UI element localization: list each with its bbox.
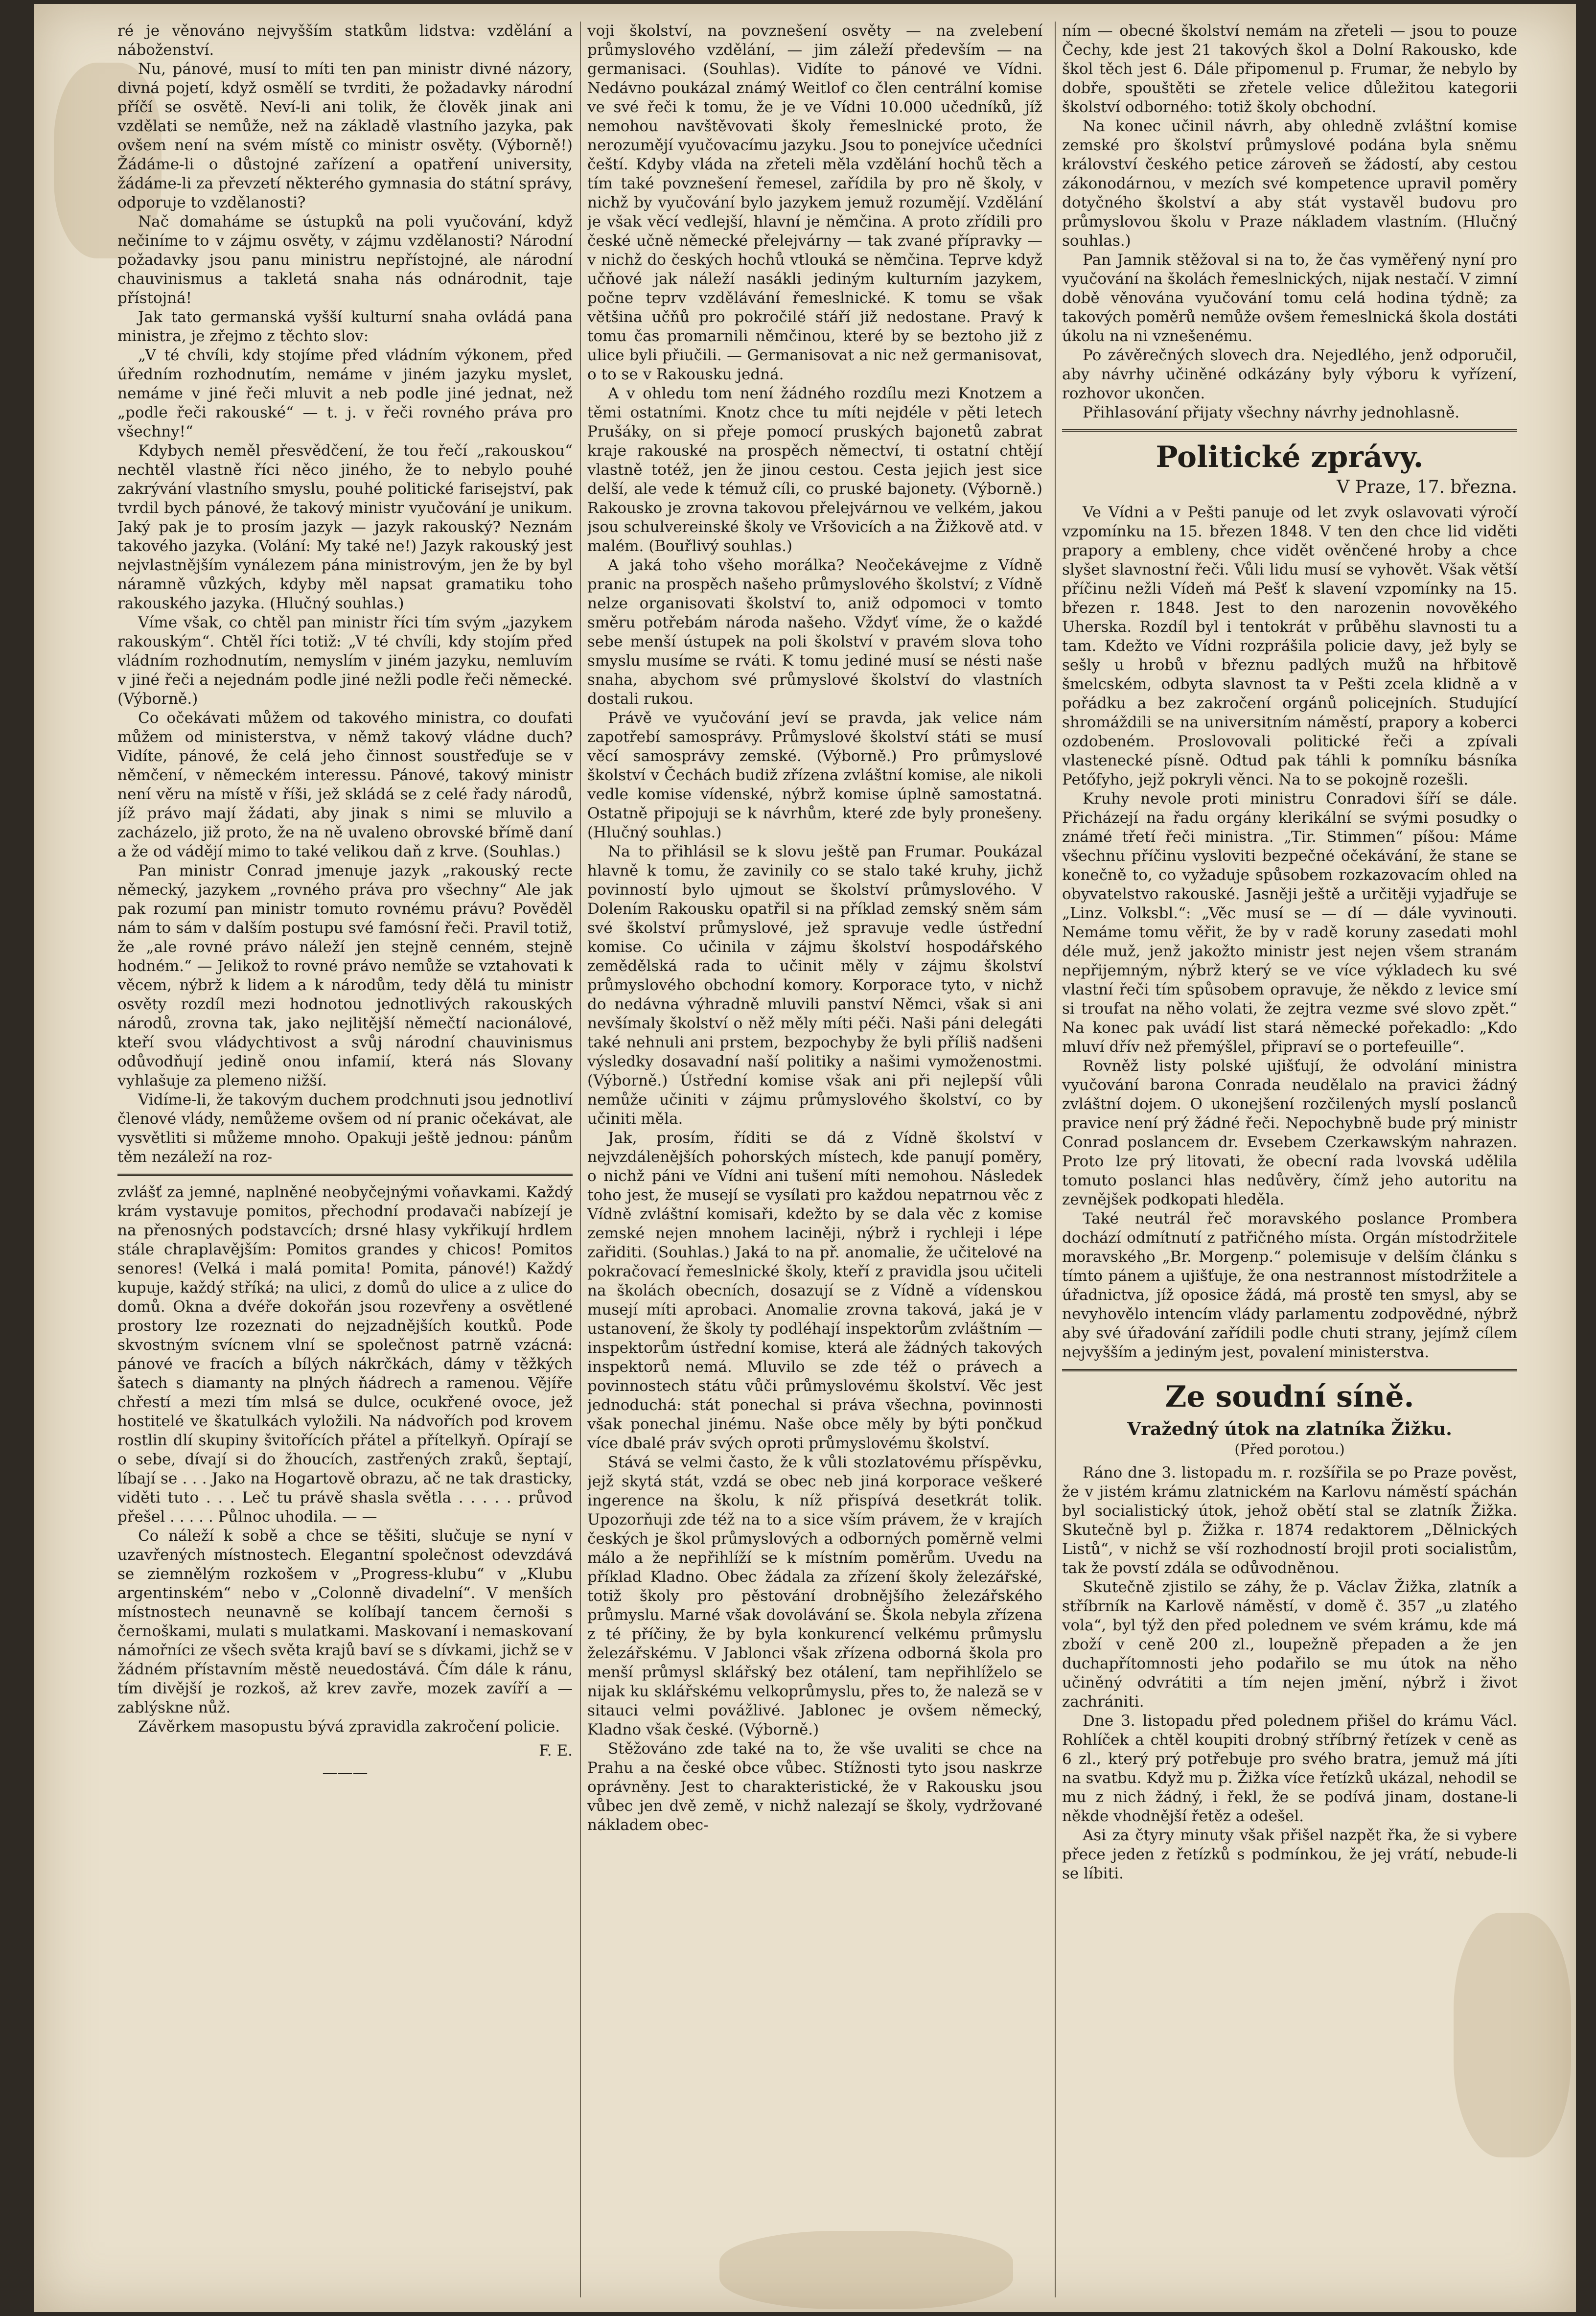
feuilleton-paragraph: zvlášť za jemné, naplněné neobyčejnými voňavkami. Každý krám vystavuje pomitos, přechodní prodavači nabízejí je na přenosných podstavcích; drsné hlasy vykřikují hrdlem stále chraplavějším: Pomitos grandes y chicos! Pomitos senores! (Velká i malá pomita! Pomita, pánové!) Každý kupuje, každý stříká; na ulici, z domů do ulice a z ulice do domů. Okna a dvéře dokořán jsou rozevřeny a osvětlené prostory lze rozeznati do nejzadnějších koutků. Pode skvostným svícnem vlní se společnost patrně vzácná: pánové ve fracích a bílých nákrčkách, dámy v těžkých šatech s diamanty na plných ňádrech a ramenou. Vějíře chřestí a mezi tím mlsá se dulce, ocukřené ovoce, jež hostitelé ve škatulkách vyložili. Na nádvořích pod krovem rostlin dlí skupiny švitořících přátel a přítelkyň. Opírají se o sebe, dívají si do žhoucích, zastřených zraků, šeptají, líbají se . . . Jako na Hogartově obrazu, ač ne tak drasticky, viděti tuto . . . Leč tu právě shasla světla . . . . . průvod přešel . . . . . Půlnoc uhodila. — — [117, 1183, 573, 1526]
paragraph: ním — obecné školství nemám na zřeteli — jsou to pouze Čechy, kde jest 21 takových škol a Dolní Rakousko, kde škol těch jest 6. Dále připomenul p. Frumar, že nebylo by dobře, spouštěti se zřetele velice důležitou kategorii školství odborného: totiž školy obchodní. [1062, 22, 1517, 116]
paragraph: Ráno dne 3. listopadu m. r. rozšířila se po Praze pověst, že v jistém krámu zlatnickém na Karlovu náměstí spáchán byl socialistický útok, jehož obětí stal se zlatník Žižka. Skutečně byl p. Žižka r. 1874 redaktorem „Dělnických Listů“, v nichž se vší rozhodností brojil proti socialistům, tak že povstí zdála se odůvodněnou. [1062, 1464, 1517, 1577]
paragraph: Kdybych neměl přesvědčení, že tou řečí „rakouskou“ nechtěl vlastně říci něco jiného, že to nebylo pouhé zakrývání vlastního smyslu, pouhé politické farisejství, pak tvrdil bych pánové, že takový ministr vyučování je unikum. Jaký pak je to prosím jazyk — jazyk rakouský? Neznám takového jazyka. (Volání: My také ne!) Jazyk rakouský jest nejvlastnějším vynálezem pána ministrovým, jen že by byl náramně vůzkých, kdyby měl napsat gramatiku toho rakouského jazyka. (Hlučný souhlas.) [117, 442, 573, 612]
column-3 [1062, 22, 1517, 2302]
paragraph: Přihlasování přijaty všechny návrhy jednohlasně. [1083, 404, 1460, 421]
feuilleton-divider [117, 1174, 573, 1176]
column-2 [587, 22, 1042, 2302]
paragraph: A v ohledu tom není žádného rozdílu mezi Knotzem a těmi ostatními. Knotz chce tu míti nejdéle v pěti letech Prušáky, on si přeje pomocí pruských bajonetů zabrat kraje rakouské na prospěch němectví, ti ostatní chtějí vlastně totéž, jen že jinou cestou. Cesta jejich jest sice delší, ale vede k témuž cíli, co pruské bajonety. (Výborně.) Rakousko je zrovna takovou přelejvárnou ve velkém, jakou jsou schulvereinské školy ve Vršovicích a na Žižkově atd. v malém. (Bouřlivý souhlas.) [587, 385, 1042, 555]
paragraph: Po závěrečných slovech dra. Nejedlého, jenž odporučil, aby návrhy učiněné odkázány byly výboru k vyřízení, rozhovor ukončen. [1062, 347, 1517, 402]
paragraph: Rovněž listy polské ujišťují, že odvolání ministra vyučování barona Conrada neudělalo na pravici žádný zvláštní dojem. O ukonejšení rozčilených myslí poslanců pravice není prý žádné řeči. Nepochybně bude prý ministr Conrad poslancem dr. Evsebem Czerkawským nahrazen. Proto lze prý litovati, že obecní rada lvovská udělila tomuto poslanci hlas nedůvěry, čímž jeho autoritu na zevnějšek podkopati hleděla. [1062, 1057, 1517, 1208]
paragraph: Vidíme-li, že takovým duchem prodchnuti jsou jednotliví členové vlády, nemůžeme ovšem od ní pranic očekávat, ale vysvětliti si můžeme mnoho. Opakuji ještě jednou: pánům těm nezáleží na roz- [117, 1091, 573, 1166]
author-signature: F. E. [539, 1742, 573, 1760]
feuilleton-paragraph: Co náleží k sobě a chce se těšiti, slučuje se nyní v uzavřených místnostech. Elegantní společnost odevzdává se ziemnělým rozkošem v „Progress-klubu“ v „Klubu argentinském“ nebo v „Colonně divadelní“. V menších místnostech neunavně se kolíbají tancem černoši s černoškami, mulati s mulatkami. Maskovaní i nemaskovaní námořníci ze všech světa krajů baví se s dívkami, jichž se v žádném přístavním městě neuedostává. Čím dále k ránu, tím divější je rozkoš, až krev zavře, mozek zavíří a — zablýskne nůž. [117, 1527, 573, 1716]
paragraph: Také neutrál řeč moravského poslance Prombera dochází odmítnutí z patřičného místa. Orgán místodržitele moravského „Br. Morgenp.“ polemisuje v delším článku s tímto pánem a ujišťuje, že ona nestrannost místodržitele a úřadnictva, jíž oposice žádá, má prostě ten smysl, aby se nevyhovělo intencím vlády parlamentu zodpovědné, nýbrž aby své úřadování zařídili podle chuti strany, jejímž cílem nejvyšším a jediným jest, povalení ministerstva. [1062, 1210, 1517, 1361]
paragraph: „V té chvíli, kdy stojíme před vládním výkonem, před úředním rozhodnutím, nemáme v jiném jazyku myslet, nemáme v jiné řeči mluvit a neb podle jiné jednat, než „podle řeči rakouské“ — t. j. v řeči rovného práva pro všechny!“ [117, 347, 573, 440]
paragraph: Kruhy nevole proti ministru Conradovi šíří se dále. Přicházejí na řadu orgány klerikální se svými posudky o známé třetí řeči ministra. „Tir. Stimmen“ píšou: Máme všechnu příčinu vysloviti bezpečné očekávání, že stane se konečně to, co vyžaduje spůsobem rozkazovacím ohled na obyvatelstvo rakouské. Jasněji ještě a určitěji vyjadřuje se „Linz. Volksbl.“: „Věc musí se — dí — dále vyvinouti. Nemáme tomu věřit, že by v radě koruny zasedati mohl déle muž, jenž jakožto ministr jest nejen všem stranám nepřijemným, nýbrž který se ve více výkladech ku své vlastní řeči tím spůsobem opravuje, že někdo z levice smí si troufat na něho volati, že zejtra vezme své slovo zpět.“ Na konec pak uvádí list stará německé pořekadlo: „Kdo mluví dřív než přemýšlel, připraví se o portefeuille“. [1062, 790, 1517, 1056]
article-subtitle: Vražedný útok na zlatníka Žižku. [1127, 1419, 1452, 1439]
paragraph: voji školství, na povznešení osvěty — na zvelebení průmyslového vzdělání, — jim záleží především — na germanisaci. (Souhlas). Vidíte to pánové ve Vídni. Nedávno poukázal známý Weitlof co člen centrální komise ve své řeči k tomu, že je ve Vídni 10.000 učedníků, jíž nemohou navštěvovati školy řemeslnické proto, že nerozumějí vyučovacímu jazyku. Jsou to ponejvíce učedníci čeští. Kdyby vláda na zřeteli měla vzdělání hochů těch a tím také povznešení řemesel, zařídila by pro ně školy, v nichž by vyučování bylo jazykem jemuž rozumějí. Vzdělání je však věcí vedlejší, hlavní je němčina. A proto zřídili pro české učně německé přelejvárny — tak zvané přípravky — v nichž do českých hochů vtlouká se němčina. Teprve když učňové jak náleží nasákli jediným kulturním jazykem, počne teprv vzdělávání řemeslnické. K tomu se však většina učňů pro pokročilé stáří již nedostane. Pravý k tomu čas promarnili němčinou, které by se beztoho již z ulice byli přiučili. — Germanisovat a nic než germanisovat, o to se v Rakousku jedná. [587, 22, 1042, 383]
paragraph: Na to přihlásil se k slovu ještě pan Frumar. Poukázal hlavně k tomu, že zavinily co se stalo také kruhy, jichž povinností bylo ujmout se školství průmyslového. V Dolením Rakousku opatřil si na příklad zemský sněm sám své školství průmyslové, jež spravuje vedle ústřední komise. Co učinila v zájmu školství hospodářského zemědělská rada to učinit měly v zájmu školství průmyslového obchodní komory. Korporace tyto, v nichž do nedávna výhradně mluvili panství Němci, však si ani nevšímaly školství o něž měly míti péči. Naši páni delegáti také nehnuli ani prstem, bezpochyby že byli příliš nadšeni výsledky dosavadní naší politiky a našimi vymoženostmi. (Výborně.) Ústřední komise však ani při nejlepší vůli nemůže učiniti v zájmu průmyslového školství, co by učiniti měla. [587, 843, 1042, 1128]
paragraph: Jak tato germanská vyšší kulturní snaha ovládá pana ministra, je zřejmo z těchto slov: [117, 308, 573, 345]
section-heading-politics: Politické zprávy. [1156, 440, 1424, 474]
paragraph: Stává se velmi často, že k vůli stozlatovému příspěvku, jejž skytá stát, vzdá se obec neb jiná korporace veškeré ingerence na školu, k níž přispívá desetkrát tolik. Upozorňuji zde též na to a sice vším právem, že v krajích českých je škol průmyslových a odborných poměrně velmi málo a že nepřihlíží se k místním poměrům. Uvedu na příklad Kladno. Obec žádala za zřízení školy železářské, totiž školy pro pěstování drobnějšího železářského průmyslu. Marné však dovolávání se. Škola nebyla zřízena z té příčiny, že by byla konkurencí velkému průmyslu železářskému. V Jablonci však zřízena odborná škola pro menší průmysl sklářský bez otálení, tam nepřihlíželo se nijak ku sklářskému velkoprůmyslu, přes to, že naleză se v sitauci velmi povážlivé. Jablonec je ovšem německý, Kladno však české. (Výborně.) [587, 1454, 1042, 1738]
paragraph: Dne 3. listopadu před polednem přišel do krámu Václ. Rohlíček a chtěl koupiti drobný stříbrný řetízek v ceně as 6 zl., který prý potřebuje pro svého bratra, jemuž má jíti na svatbu. Když mu p. Žižka více řetízků ukázal, nehodil se mu z nich žádný, i řekl, že se podívá jinam, dostane-li někde vhodnější řetěz a odešel. [1062, 1712, 1517, 1825]
section-heading-court: Ze soudní síně. [1165, 1380, 1414, 1414]
newspaper-page [34, 4, 1576, 2312]
feuilleton-paragraph: Závěrkem masopustu bývá zpravidla zakročení policie. [138, 1718, 560, 1736]
paragraph: Právě ve vyučování jeví se pravda, jak velice nám zapotřebí samosprávy. Průmyslové školství státi se musí věcí samosprávy zemské. (Výborně.) Pro průmyslové školství v Čechách budiž zřízena zvláštní komise, ale nikoli vedle komise vídenské, nýbrž komise úplně samostatná. Ostatně připojuji se k návrhům, které zde byly pronešeny. (Hlučný souhlas.) [587, 709, 1042, 841]
paragraph: Nu, pánové, musí to míti ten pan ministr divné názory, divná pojetí, když osmělí se tvrditi, že požadavky národní příčí se osvětě. Neví-li ani tolik, že člověk jinak ani vzdělati se nemůže, než na základě vlastního jazyka, pak ovšem není na svém místě co ministr osvěty. (Výborně!) Žádáme-li o důstojné zařízení a opatření university, žádáme-li za převzetí některého gymnasia do státní správy, odporuje to vzdělanosti? [117, 60, 573, 211]
column-1 [117, 22, 573, 2302]
paragraph: Co očekávati můžem od takového ministra, co doufati můžem od ministerstva, v němž takový vládne duch? Vidíte, pánové, že celá jeho činnost soustřeďuje se v němčení, v německém interessu. Pánové, takový ministr není věru na místě v říši, jež skládá se z celé řady národů, jíž právo mají žádati, aby jinak s nimi se mluvilo a zacházelo, již proto, že na ně uvaleno obrovské břímě daní a že od vádějí mimo to také velikou daň z krve. (Souhlas.) [117, 709, 573, 860]
section-divider [1062, 429, 1517, 432]
end-dash: ——— [322, 1764, 368, 1782]
paragraph: Pan ministr Conrad jmenuje jazyk „rakouský recte německý, jazykem „rovného práva pro všechny“ Ale jak pak rozumí pan ministr tomuto rovnému právu? Pověděl nám to sám v dalším postupu své famósní řeči. Pravil totiž, že „ale rovné právo náleží jen stejně cenném, stejně hodném.“ — Jelikož to rovné právo nemůže se vztahovati k věcem, nýbrž k lidem a k národům, tedy dělá tu ministr osvěty rozdíl mezi hodnotou jednotlivých rakouských národů, zrovna tak, jako nejlitější němečtí nacionálové, kteří svou vládychtivost a svůj národní chauvinismus odůvodňují jedině onou infamií, která nás Slovany vyhlašuje za plemeno nižší. [117, 862, 573, 1089]
paragraph: Na konec učinil návrh, aby ohledně zvláštní komise zemské pro školství průmyslové podána byla sněmu království českého petice zároveň se žádostí, aby cestou zákonodárnou, v mezích své kompetence upravil poměry dotyčného školství a aby stát vystavěl budovu pro průmyslovou školu v Praze nákladem vlastním. (Hlučný souhlas.) [1062, 117, 1517, 250]
paragraph: Víme však, co chtěl pan ministr říci tím svým „jazykem rakouským“. Chtěl říci totiž: „V té chvíli, kdy stojím před vládním rozhodnutím, nemyslím v jiném jazyku, nemluvím v jiné řeči a nejednám podle jiné nežli podle řeči německé. (Výborně.) [117, 614, 573, 708]
column-rule [1055, 22, 1056, 2297]
column-rule [580, 22, 581, 2297]
section-divider [1062, 1369, 1517, 1371]
paragraph: Pan Jamnik stěžoval si na to, že čas vyměřený nyní pro vyučování na školách řemeslnických, nijak nestačí. V zimní době věnována vyučování tomu celá hodina týdně; za takových poměrů nemůže ovšem řemeslnická škola dostáti úkolu na ni vznešenému. [1062, 251, 1517, 345]
paragraph: Ve Vídni a v Pešti panuje od let zvyk oslavovati výročí vzpomínku na 15. březen 1848. V ten den chce lid viděti prapory a embleny, chce vidět ověnčené hroby a chce slyšet slavnostní řeči. Vůli lidu musí se vyhovět. Však větší příčinu nežli Vídeň má Pešť k slavení vzpomínky na 15. březen r. 1848. Jest to den narozenin novověkého Uherska. Rozdíl byl i tentokrát v průběhu slavnosti tu a tam. Kdežto ve Vídni rozprášila policie davy, jež byly se sešly u hrobů v březnu padlých mužů na hřbitově šmelcském, odbyta slavnost ta v Pešti zcela klidně a v pořádku a bez zakročení orgánů policejních. Studující shromáždili se na universitním náměstí, prapory a koberci ozdobeném. Proslovovali politické řeči a zpívali vlastenecké písně. Odtud pak táhli k pomníku básníka Petőfyho, jejž pokryli věnci. Na to se pokojně rozešli. [1062, 504, 1517, 788]
dateline: V Praze, 17. března. [1337, 477, 1517, 497]
paragraph: Skutečně zjistilo se záhy, že p. Václav Žižka, zlatník a stříbrník na Karlově náměstí, v domě č. 357 „u zlatého vola“, byl týž den před polednem ve svém krámu, kde má zboží v ceně 200 zl., loupežně přepaden a že jen duchapřítomnosti jeho podařilo se mu útok na něho učiněný odvrátiti a tím nejen jmění, nýbrž i život zachrániti. [1062, 1578, 1517, 1711]
paragraph: Jak, prosím, říditi se dá z Vídně školství v nejvzdálenějších pohorských místech, kde panují poměry, o nichž páni ve Vídni ani tušení míti nemohou. Následek toho jest, že musejí se vysílati pro každou nepatrnou věc z Vídně zvláštní komisaři, kdežto by se dala věc z komise zemské nejen mnohem laciněji, nýbrž i rychleji i lépe zařiditi. (Souhlas.) Jaká to na př. anomalie, že učitelové na pokračovací řemeslnické školy, kteří z pravidla jsou učiteli na školách obecních, dosazují se z Vídně a vídenskou musejí míti aprobaci. Anomalie zrovna taková, jaká je v ustanovení, že školy ty podléhají inspektorům zvláštním — inspektorům ústřední komise, která ale žádných takových inspektorů nemá. Mluvilo se zde též o právech a povinnostech státu vůči průmyslovému školství. Věc jest jednoduchá: stát ponechal si práva všechna, povinnosti však ponechal jinému. Naše obce měly by býti pončkud více dbalé práv svých oproti průmyslovému školství. [587, 1129, 1042, 1452]
paragraph: Stěžováno zde také na to, že vše uvaliti se chce na Prahu a na české obce vůbec. Stížnosti tyto jsou naskrze oprávněny. Jest to charakteristické, že v Rakousku jsou vůbec jen dvě země, v nichž nalezají se školy, vydržované nákladem obec- [587, 1740, 1042, 1834]
paragraph: Asi za čtyry minuty však přišel nazpět řka, že si vybere přece jeden z řetízků s podmínkou, že jej vrátí, nebude-li se líbiti. [1062, 1827, 1517, 1882]
paragraph: ré je věnováno nejvyšším statkům lidstva: vzdělání a náboženství. [117, 22, 573, 59]
paragraph: A jaká toho všeho morálka? Neočekávejme z Vídně pranic na prospěch našeho průmyslového školství; z Vídně nelze organisovati školství to, aniž odpomoci v tomto směru potřebám národa našeho. Vždyť víme, že o každé sebe menší ústupek na poli školství v pravém slova toho smyslu musíme se rváti. K tomu jediné musí se nésti naše snaha, abychom své průmyslové školství do vlastních dostali rukou. [587, 556, 1042, 708]
paragraph: Nač domaháme se ústupků na poli vyučování, když nečiníme to v zájmu osvěty, v zájmu vzdělanosti? Národní požadavky jsou panu ministru nepřístojné, ale národní chauvinismus a takletá snaha nás odnárodnit, taje přístojná! [117, 213, 573, 307]
article-note: (Před porotou.) [1234, 1441, 1345, 1458]
